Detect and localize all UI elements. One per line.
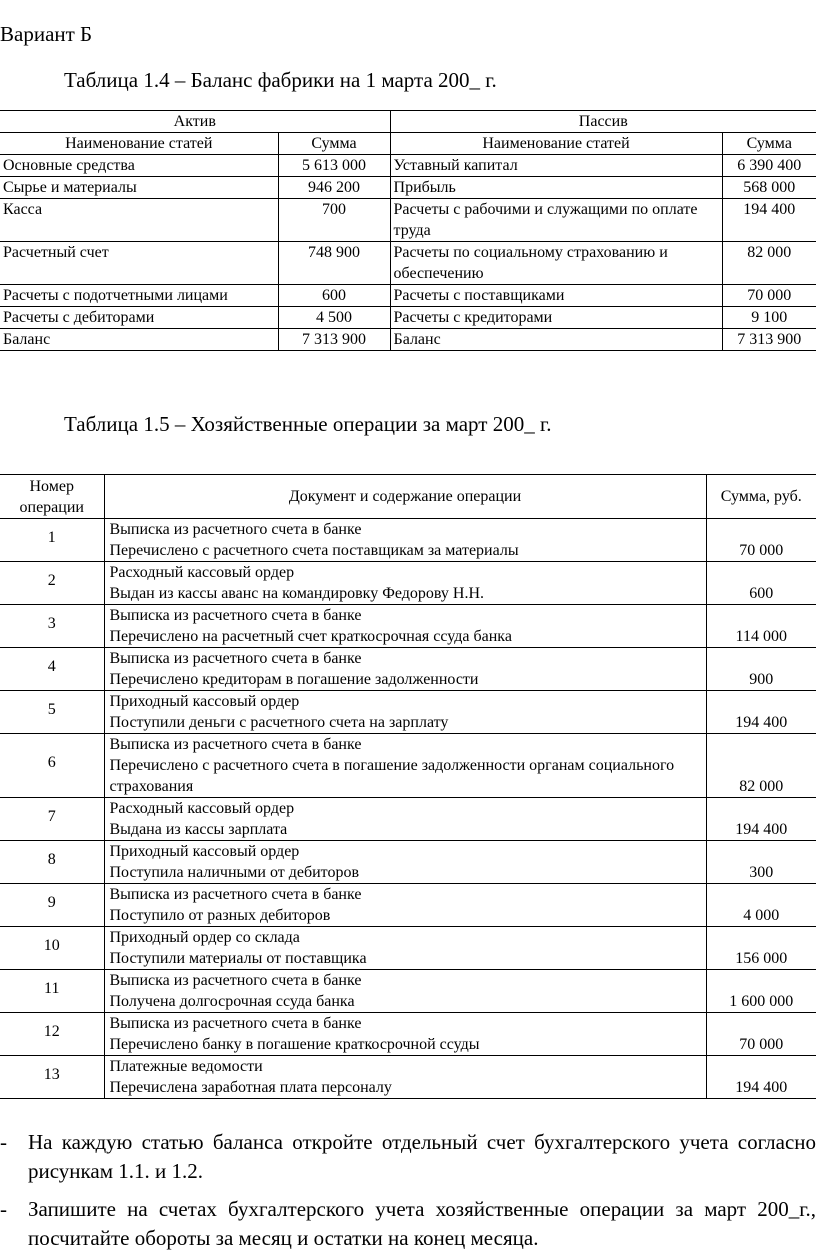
operation-document-header: Документ и содержание операции [104,475,706,519]
operation-document: Расходный кассовый ордер [109,800,295,817]
operation-content [104,798,706,841]
operations-table [0,474,816,1099]
passiv-name-cell: Расчеты по социальному страхованию и обеспечению [390,242,722,285]
operation-document: Выписка из расчетного счета в банке [109,972,362,989]
instruction-item [0,1195,816,1253]
aktiv-sum-cell: 946 200 [278,177,390,199]
aktiv-sum-cell: 4 500 [278,307,390,329]
balance-table [0,110,816,351]
aktiv-name-cell: Расчеты с подотчетными лицами [0,285,278,307]
operation-row [0,734,816,798]
instruction-dash: - [0,1130,7,1154]
operation-number: 12 [0,1013,104,1056]
passiv-name-cell: Расчеты с кредиторами [390,307,722,329]
operation-number-header: Номер операции [0,475,104,519]
operation-row [0,648,816,691]
operation-description: Поступили деньги с расчетного счета на зарплату [109,714,449,731]
operation-description: Выдан из кассы аванс на командировку Федорову Н.Н. [109,585,484,602]
operation-number: 9 [0,884,104,927]
operations-table-caption: Таблица 1.5 – Хозяйственные операции за март 200_ г. [64,412,552,436]
operation-sum: 300 [706,841,816,884]
passiv-sum-header: Сумма [722,133,816,155]
operation-sum: 194 400 [706,798,816,841]
operation-content [104,734,706,798]
balance-row [0,285,816,307]
aktiv-name-cell: Касса [0,199,278,242]
instruction-text: На каждую статью баланса откройте отдельный счет бухгалтерского учета согласно рисункам 1.1. и 1.2. [28,1130,816,1183]
operation-content [104,927,706,970]
operation-document: Приходный кассовый ордер [109,843,300,860]
operation-row [0,970,816,1013]
passiv-sum-cell: 70 000 [722,285,816,307]
aktiv-name-cell: Основные средства [0,155,278,177]
balance-row [0,307,816,329]
aktiv-sum-cell: 7 313 900 [278,329,390,351]
operation-row [0,562,816,605]
operation-document: Выписка из расчетного счета в банке [109,1015,362,1032]
operation-document: Расходный кассовый ордер [109,564,295,581]
passiv-sum-cell: 9 100 [722,307,816,329]
instruction-text: Запишите на счетах бухгалтерского учета хозяйственные операции за март 200_г., посчитайте обороты за месяц и остатки на конец месяца. [28,1197,816,1250]
passiv-name-cell: Расчеты с поставщиками [390,285,722,307]
variant-title: Вариант Б [0,22,93,46]
operation-document: Приходный ордер со склада [109,929,300,946]
operation-number: 13 [0,1056,104,1099]
operation-description: Поступила наличными от дебиторов [109,864,360,881]
operation-content [104,519,706,562]
operation-description: Перечислено банку в погашение краткосрочной ссуды [109,1036,480,1053]
passiv-header: Пассив [390,111,816,133]
balance-row [0,155,816,177]
operation-sum: 900 [706,648,816,691]
operation-number: 7 [0,798,104,841]
balance-table-caption: Таблица 1.4 – Баланс фабрики на 1 марта 200_ г. [64,68,497,92]
passiv-sum-cell: 7 313 900 [722,329,816,351]
balance-row [0,242,816,285]
operation-content [104,884,706,927]
operation-sum-header: Сумма, руб. [706,475,816,519]
operation-row [0,1056,816,1099]
operation-number: 8 [0,841,104,884]
passiv-sum-cell: 82 000 [722,242,816,285]
operation-document: Платежные ведомости [109,1058,263,1075]
aktiv-name-cell: Сырье и материалы [0,177,278,199]
balance-row [0,329,816,351]
aktiv-header: Актив [0,111,390,133]
operation-content [104,970,706,1013]
passiv-name-cell: Прибыль [390,177,722,199]
operation-content [104,1056,706,1099]
passiv-name-cell: Баланс [390,329,722,351]
operation-row [0,798,816,841]
balance-row [0,199,816,242]
operation-number: 5 [0,691,104,734]
operation-content [104,1013,706,1056]
operation-number: 6 [0,734,104,798]
aktiv-name-cell: Расчеты с дебиторами [0,307,278,329]
operation-number: 10 [0,927,104,970]
operation-description: Перечислена заработная плата персоналу [109,1079,392,1096]
passiv-name-cell: Уставный капитал [390,155,722,177]
passiv-name-cell: Расчеты с рабочими и служащими по оплате труда [390,199,722,242]
operation-sum: 194 400 [706,691,816,734]
aktiv-sum-cell: 700 [278,199,390,242]
instruction-dash: - [0,1197,7,1221]
operation-sum: 194 400 [706,1056,816,1099]
operation-sum: 4 000 [706,884,816,927]
passiv-sum-cell: 6 390 400 [722,155,816,177]
operation-sum: 1 600 000 [706,970,816,1013]
operation-document: Приходный кассовый ордер [109,693,300,710]
operation-number: 2 [0,562,104,605]
operation-description: Поступили материалы от поставщика [109,950,367,967]
operation-sum: 82 000 [706,734,816,798]
operation-description: Получена долгосрочная ссуда банка [109,993,355,1010]
operation-row [0,927,816,970]
aktiv-name-header: Наименование статей [0,133,278,155]
passiv-name-header: Наименование статей [390,133,722,155]
operation-row [0,841,816,884]
passiv-sum-cell: 194 400 [722,199,816,242]
operation-description: Поступило от разных дебиторов [109,907,331,924]
operation-row [0,691,816,734]
operation-content [104,691,706,734]
aktiv-sum-cell: 748 900 [278,242,390,285]
operation-sum: 70 000 [706,519,816,562]
operation-sum: 156 000 [706,927,816,970]
operation-sum: 114 000 [706,605,816,648]
operation-document: Выписка из расчетного счета в банке [109,521,362,538]
passiv-sum-cell: 568 000 [722,177,816,199]
operation-row [0,519,816,562]
operation-sum: 70 000 [706,1013,816,1056]
operation-number: 4 [0,648,104,691]
aktiv-name-cell: Баланс [0,329,278,351]
operation-content [104,841,706,884]
operation-content [104,605,706,648]
operation-content [104,562,706,605]
operation-document: Выписка из расчетного счета в банке [109,886,362,903]
operation-sum: 600 [706,562,816,605]
aktiv-sum-cell: 600 [278,285,390,307]
operation-description: Перечислено кредиторам в погашение задолженности [109,671,479,688]
operation-row [0,1013,816,1056]
operation-description: Перечислено с расчетного счета в погашение задолженности органам социального страхования [109,757,675,795]
aktiv-sum-cell: 5 613 000 [278,155,390,177]
operation-number: 3 [0,605,104,648]
operation-number: 11 [0,970,104,1013]
operation-description: Перечислено на расчетный счет краткосрочная ссуда банка [109,628,512,645]
operation-description: Выдана из кассы зарплата [109,821,288,838]
operation-document: Выписка из расчетного счета в банке [109,736,362,753]
operation-content [104,648,706,691]
operation-document: Выписка из расчетного счета в банке [109,650,362,667]
operation-row [0,605,816,648]
operation-number: 1 [0,519,104,562]
aktiv-name-cell: Расчетный счет [0,242,278,285]
balance-row [0,177,816,199]
aktiv-sum-header: Сумма [278,133,390,155]
operation-document: Выписка из расчетного счета в банке [109,607,362,624]
instruction-item [0,1128,816,1186]
operation-row [0,884,816,927]
operation-description: Перечислено с расчетного счета поставщикам за материалы [109,542,519,559]
